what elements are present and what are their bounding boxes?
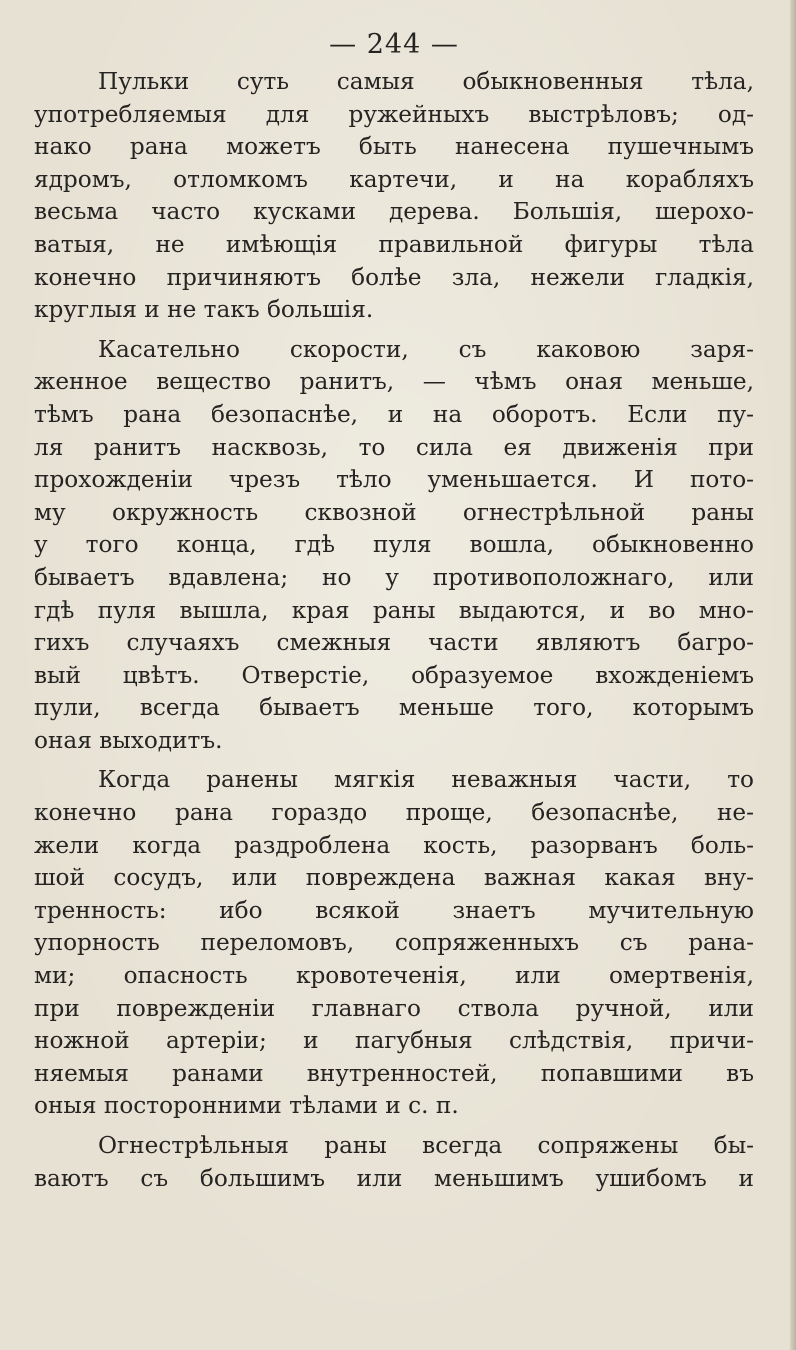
text-line: шой сосудъ, или повреждена важная какая вну- — [34, 864, 754, 892]
text-line: конечно причиняютъ болѣе зла, нежели гладкія, — [34, 263, 754, 291]
text-line: бываетъ вдавлена; но у противоположнаго, или — [34, 563, 754, 591]
text-line: няемыя ранами внутренностей, попавшими въ — [34, 1059, 754, 1087]
text-line: тренность: ибо всякой знаетъ мучительную — [34, 896, 754, 924]
paragraph-soft-parts — [34, 764, 754, 1123]
text-line: при поврежденіи главнаго ствола ручной, или — [34, 994, 754, 1022]
text-line: Касательно скорости, съ каковою заря- — [98, 335, 754, 363]
text-line: прохожденіи чрезъ тѣло уменьшается. И пото- — [34, 466, 754, 494]
text-line: жели когда раздроблена кость, разорванъ боль- — [34, 831, 754, 859]
text-line: употребляемыя для ружейныхъ выстрѣловъ; од- — [34, 100, 754, 128]
text-line: оныя посторонними тѣлами и с. п. — [34, 1092, 459, 1120]
text-line: оная выходитъ. — [34, 726, 223, 754]
text-line: упорность переломовъ, сопряженныхъ съ рана- — [34, 929, 754, 957]
text-line: ля ранитъ насквозь, то сила ея движенія при — [34, 433, 754, 461]
text-line: гдѣ пуля вышла, края раны выдаются, и во мно- — [34, 596, 754, 624]
text-line: Когда ранены мягкія неважныя части, то — [98, 766, 754, 794]
page-text — [34, 66, 754, 1195]
text-line: му окружность сквозной огнестрѣльной раны — [34, 498, 754, 526]
paragraph-velocity — [34, 334, 754, 758]
text-line: гихъ случаяхъ смежныя части являютъ багро- — [34, 629, 754, 657]
text-line: ватыя, не имѣющія правильной фигуры тѣла — [34, 230, 754, 258]
text-line: пули, всегда бываетъ меньше того, которымъ — [34, 694, 754, 722]
text-line: ядромъ, отломкомъ картечи, и на корабляхъ — [34, 165, 754, 193]
text-line: у того конца, гдѣ пуля вошла, обыкновенно — [34, 531, 754, 559]
text-line: конечно рана гораздо проще, безопаснѣе, не- — [34, 799, 754, 827]
paragraph-bullets — [34, 66, 754, 327]
text-line: тѣмъ рана безопаснѣе, и на оборотъ. Если пу- — [34, 400, 754, 428]
text-line: нако рана можетъ быть нанесена пушечнымъ — [34, 133, 754, 161]
text-line: весьма часто кусками дерева. Большія, шерохо- — [34, 198, 754, 226]
page-edge-shadow — [790, 0, 796, 1350]
text-line: круглыя и не такъ большія. — [34, 296, 374, 324]
text-line: ваютъ съ большимъ или меньшимъ ушибомъ и — [34, 1164, 754, 1192]
paragraph-gunshot-wounds — [34, 1130, 754, 1195]
text-line: ножной артеріи; и пагубныя слѣдствія, причи- — [34, 1027, 754, 1055]
page-number: — 244 — — [329, 29, 459, 60]
text-line: Пульки суть самыя обыкновенныя тѣла, — [98, 68, 754, 95]
text-line: Огнестрѣльныя раны всегда сопряжены бы- — [98, 1132, 754, 1159]
text-line: женное вещество ранитъ, — чѣмъ оная меньше, — [34, 368, 754, 396]
text-line: вый цвѣтъ. Отверстіе, образуемое вхожденіемъ — [34, 661, 754, 689]
text-line: ми; опасность кровотеченія, или омертвенія, — [34, 962, 754, 990]
